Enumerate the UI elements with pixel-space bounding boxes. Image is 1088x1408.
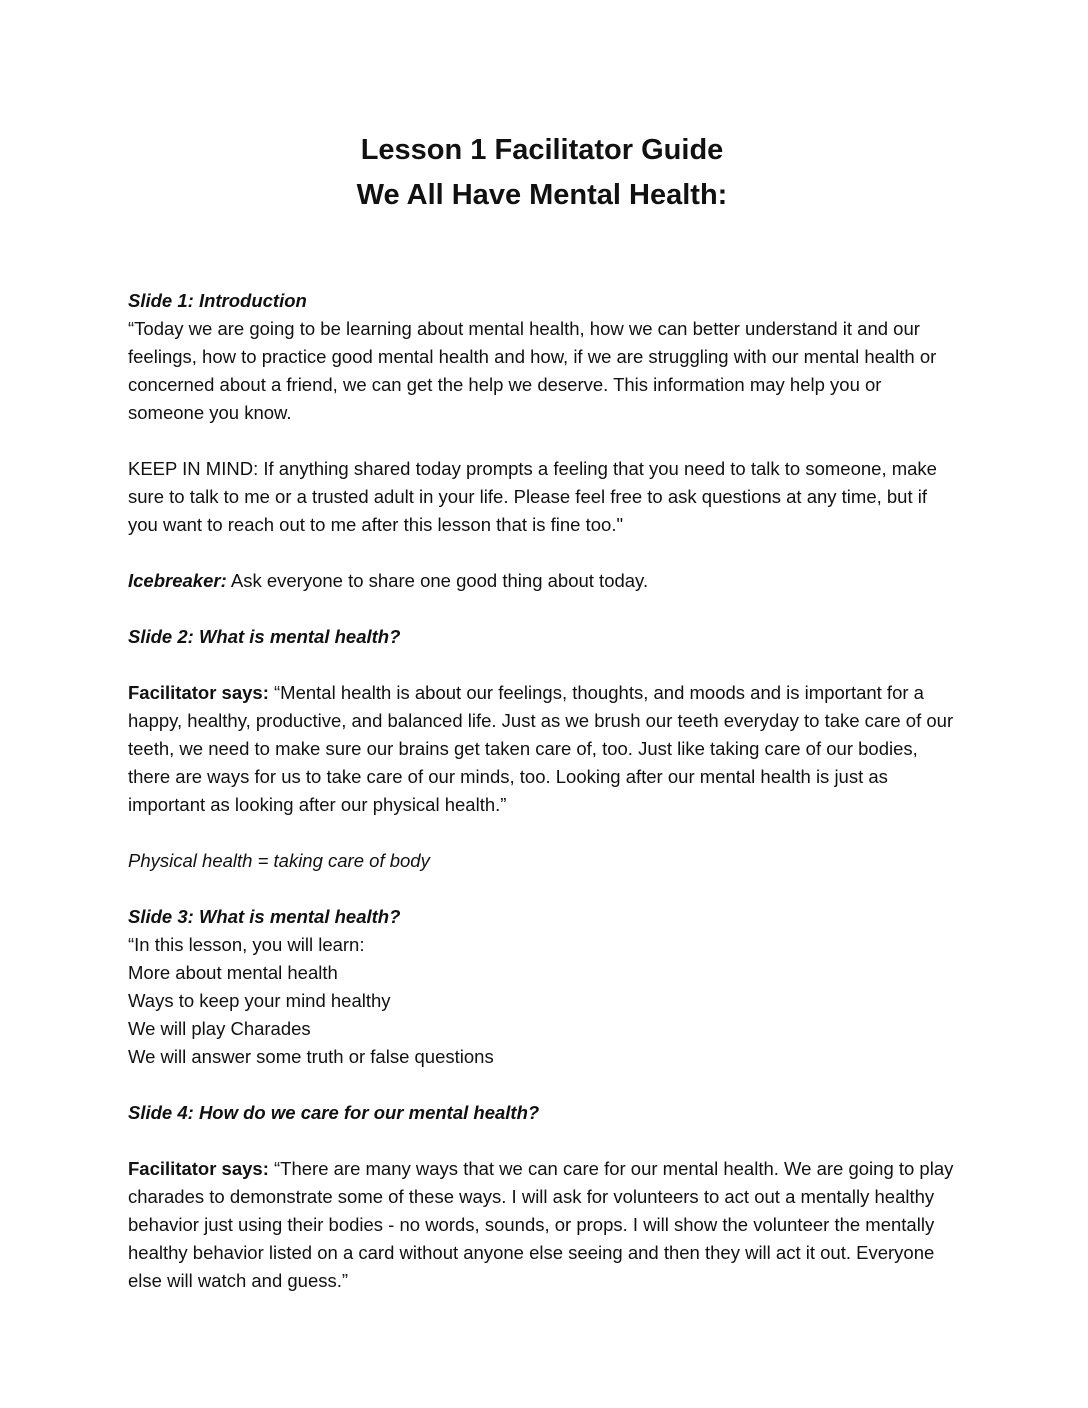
slide2-line: there are ways for us to take care of our minds, too. Looking after our mental health is just as: [128, 766, 888, 787]
spacer: [128, 427, 964, 455]
slide3-intro: “In this lesson, you will learn:: [128, 934, 365, 955]
icebreaker-paragraph: [128, 567, 964, 595]
slide4-line: charades to demonstrate some of these ways. I will ask for volunteers to act out a mentally healthy: [128, 1186, 935, 1207]
physical-health-note: Physical health = taking care of body: [128, 850, 430, 871]
document-body: [128, 287, 964, 1295]
slide2-line: important as looking after our physical health.”: [128, 794, 507, 815]
slide3-heading: Slide 3: What is mental health?: [128, 906, 401, 927]
slide2-line: happy, healthy, productive, and balanced life. Just as we brush our teeth everyday to take care of our: [128, 710, 954, 731]
spacer: [128, 1127, 964, 1155]
keep-in-mind-section: [128, 455, 964, 539]
slide4-heading: Slide 4: How do we care for our mental health?: [128, 1102, 540, 1123]
slide2-line: teeth, we need to make sure our brains get taken care of, too. Just like taking care of our bodies,: [128, 738, 918, 759]
slide1-line: concerned about a friend, we can get the help we deserve. This information may help you or: [128, 374, 882, 395]
keep-in-mind-line: sure to talk to me or a trusted adult in your life. Please feel free to ask questions at any time, but if: [128, 486, 927, 507]
slide2-section: [128, 679, 964, 819]
slide1-line: feelings, how to practice good mental health and how, if we are struggling with our mental health or: [128, 346, 937, 367]
slide1-heading: Slide 1: Introduction: [128, 290, 307, 311]
document-title: Lesson 1 Facilitator Guide: [360, 134, 724, 166]
slide3-section: [128, 903, 964, 1071]
spacer: [128, 651, 964, 679]
slide4-line: behavior just using their bodies - no words, sounds, or props. I will show the volunteer the mentally: [128, 1214, 935, 1235]
slide4-line: healthy behavior listed on a card without anyone else seeing and then they will act it out. Everyone: [128, 1242, 935, 1263]
slide1-section: [128, 287, 964, 427]
spacer: [128, 819, 964, 847]
facilitator-says-label: Facilitator says:: [128, 682, 269, 703]
slide4-line-text: “There are many ways that we can care for our mental health. We are going to play: [268, 1158, 954, 1179]
spacer: [128, 539, 964, 567]
list-item: More about mental health: [128, 962, 338, 983]
slide2-line-text: “Mental health is about our feelings, thoughts, and moods and is important for a: [268, 682, 924, 703]
spacer: [128, 1071, 964, 1099]
list-item: Ways to keep your mind healthy: [128, 990, 391, 1011]
slide4-line: else will watch and guess.”: [128, 1270, 349, 1291]
icebreaker-label: Icebreaker:: [128, 570, 227, 591]
slide4-section: [128, 1155, 964, 1295]
spacer: [128, 595, 964, 623]
facilitator-says-label: Facilitator says:: [128, 1158, 269, 1179]
slide1-line: “Today we are going to be learning about mental health, how we can better understand it and our: [128, 318, 920, 339]
slide2-heading: Slide 2: What is mental health?: [128, 626, 401, 647]
list-item: We will answer some truth or false questions: [128, 1046, 494, 1067]
keep-in-mind-line: KEEP IN MIND: If anything shared today prompts a feeling that you need to talk to someone, make: [128, 458, 937, 479]
keep-in-mind-line: you want to reach out to me after this lesson that is fine too.": [128, 514, 624, 535]
document-page: [128, 128, 964, 1295]
slide2-line: [128, 679, 964, 707]
title-block: [124, 128, 960, 218]
slide1-line: someone you know.: [128, 402, 292, 423]
icebreaker-text: Ask everyone to share one good thing about today.: [226, 570, 649, 591]
spacer: [128, 875, 964, 903]
document-subtitle: We All Have Mental Health:: [356, 179, 728, 211]
list-item: We will play Charades: [128, 1018, 311, 1039]
slide4-line: [128, 1155, 964, 1183]
